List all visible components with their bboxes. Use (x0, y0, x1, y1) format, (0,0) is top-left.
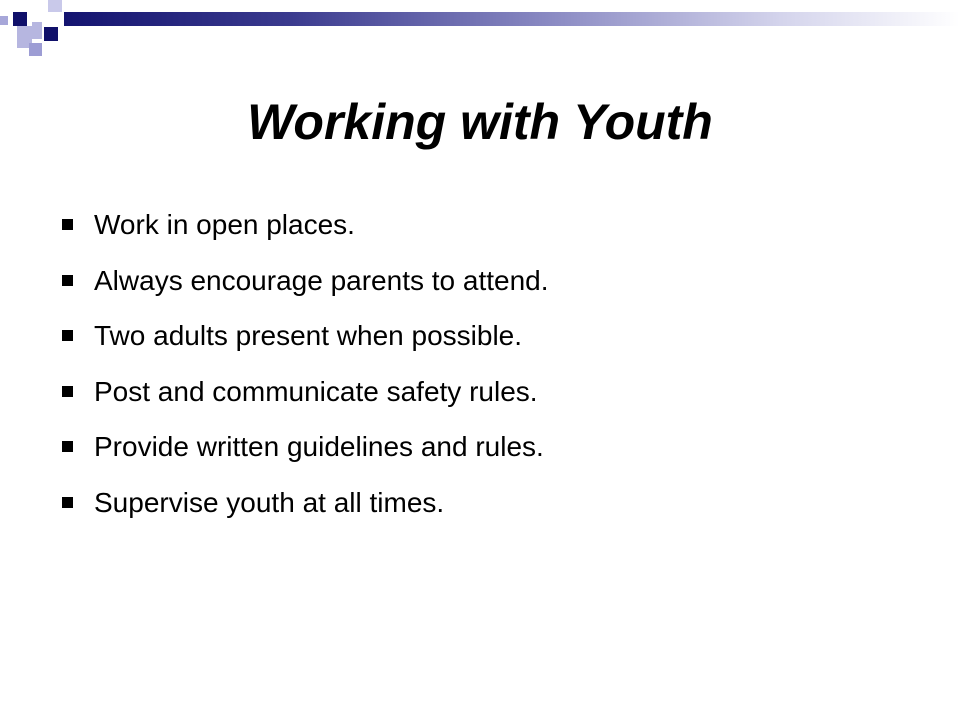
decor-square (32, 22, 42, 39)
decor-square (0, 16, 8, 25)
decor-square (48, 0, 62, 12)
bullet-item (62, 321, 549, 350)
bullet-text: Post and communicate safety rules. (94, 375, 538, 407)
bullet-item (62, 488, 549, 517)
bullet-text: Supervise youth at all times. (94, 486, 445, 518)
filled-square-bullet-icon (62, 219, 73, 230)
filled-square-bullet-icon (62, 497, 73, 508)
bullet-text: Provide written guidelines and rules. (94, 431, 544, 462)
bullet-item (62, 432, 549, 461)
bullet-item (62, 266, 549, 295)
filled-square-bullet-icon (62, 330, 73, 341)
decor-square (29, 43, 42, 56)
header-gradient-bar (64, 12, 960, 26)
bullet-text: Work in open places. (94, 209, 355, 240)
bullet-text: Two adults present when possible. (94, 320, 523, 351)
bullet-text: Always encourage parents to attend. (94, 264, 549, 296)
slide-title: Working with Youth (247, 94, 713, 150)
filled-square-bullet-icon (62, 386, 73, 397)
filled-square-bullet-icon (62, 275, 73, 286)
bullet-item (62, 377, 549, 406)
bullet-item (62, 210, 549, 239)
decor-square (44, 27, 58, 41)
bullet-list (62, 210, 549, 543)
decor-square (13, 12, 27, 26)
filled-square-bullet-icon (62, 441, 73, 452)
